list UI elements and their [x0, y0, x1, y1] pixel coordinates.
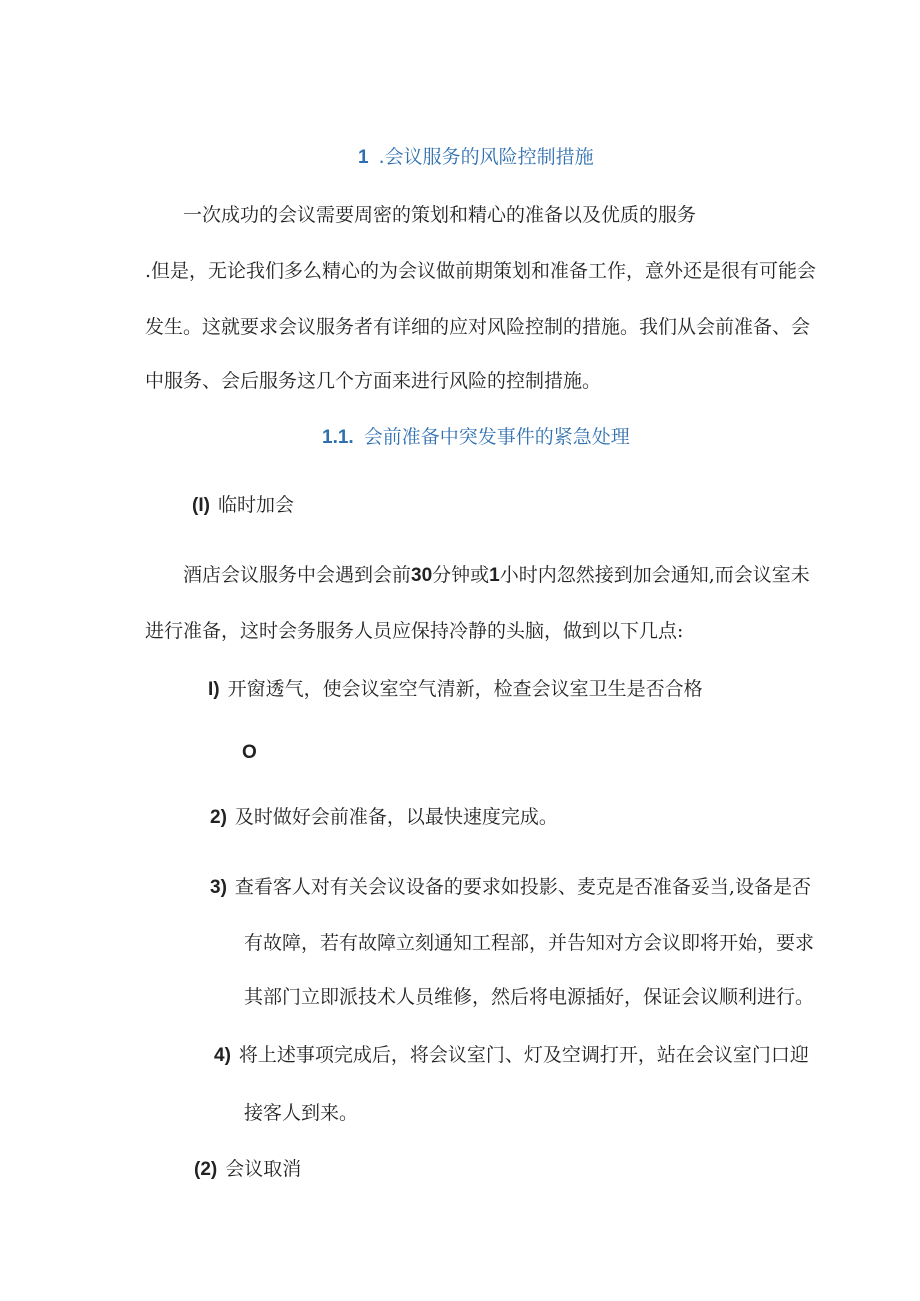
list-item-4-line-2: 接客人到来。: [244, 1102, 359, 1124]
list-item-1: [208, 677, 703, 702]
list-item-4-line-1: 将上述事项完成后，将会议室门、灯及空调打开，站在会议室门口迎: [238, 1044, 809, 1066]
intro-line-2: .但是，无论我们多么精心的为会议做前期策划和准备工作，意外还是很有可能会: [145, 260, 817, 282]
intro-line-4: 中服务、会后服务这几个方面来进行风险的控制措施。: [145, 370, 602, 392]
list-item-3-line-3: 其部门立即派技术人员维修，然后将电源插好，保证会议顺利进行。: [244, 986, 815, 1008]
heading-1-text: .会议服务的风险控制措施: [378, 146, 594, 168]
list-item-1-number: I): [208, 679, 220, 700]
para-1-text-a: 酒店会议服务中会遇到会前: [183, 564, 412, 586]
list-item-2-number: 2): [210, 807, 227, 828]
section-2-text: 会议取消: [225, 1158, 302, 1180]
heading-1: [358, 145, 594, 170]
list-item-4-number: 4): [214, 1045, 231, 1066]
heading-2-number: 1.1.: [322, 427, 354, 448]
list-item-1-tail: O: [242, 742, 257, 763]
heading-2: [322, 425, 630, 450]
para-1-number-1: 1: [489, 565, 500, 586]
heading-1-number: 1: [358, 147, 369, 168]
para-1-line-1: [183, 563, 810, 588]
list-item-2: [210, 805, 558, 830]
section-2-title: [194, 1157, 301, 1182]
intro-line-3: 发生。这就要求会议服务者有详细的应对风险控制的措施。我们从会前准备、会: [145, 316, 811, 338]
para-1-number-30: 30: [411, 565, 433, 586]
list-item-3-line-2: 有故障，若有故障立刻通知工程部，并告知对方会议即将开始，要求: [244, 932, 815, 954]
list-item-2-line-1: 及时做好会前准备，以最快速度完成。: [234, 806, 558, 828]
list-item-1-line-1: 开窗透气，使会议室空气清新，检查会议室卫生是否合格: [227, 678, 703, 700]
para-1-text-e: 小时内忽然接到加会通知,而会议室未: [499, 564, 810, 586]
para-1-text-c: 分钟或: [432, 564, 490, 586]
intro-line-1: 一次成功的会议需要周密的策划和精心的准备以及优质的服务: [183, 204, 697, 226]
section-1-text: 临时加会: [217, 494, 294, 516]
list-item-4: [214, 1043, 809, 1068]
list-item-3-line-1: 查看客人对有关会议设备的要求如投影、麦克是否准备妥当,设备是否: [234, 876, 811, 898]
section-2-number: (2): [194, 1159, 218, 1180]
para-1-line-2: 进行准备，这时会务服务人员应保持冷静的头脑，做到以下几点:: [145, 620, 684, 642]
list-item-3: [210, 875, 811, 900]
heading-2-text: 会前准备中突发事件的紧急处理: [363, 426, 630, 448]
list-item-3-number: 3): [210, 877, 227, 898]
section-1-title: [192, 493, 294, 518]
section-1-number: (I): [192, 495, 210, 516]
